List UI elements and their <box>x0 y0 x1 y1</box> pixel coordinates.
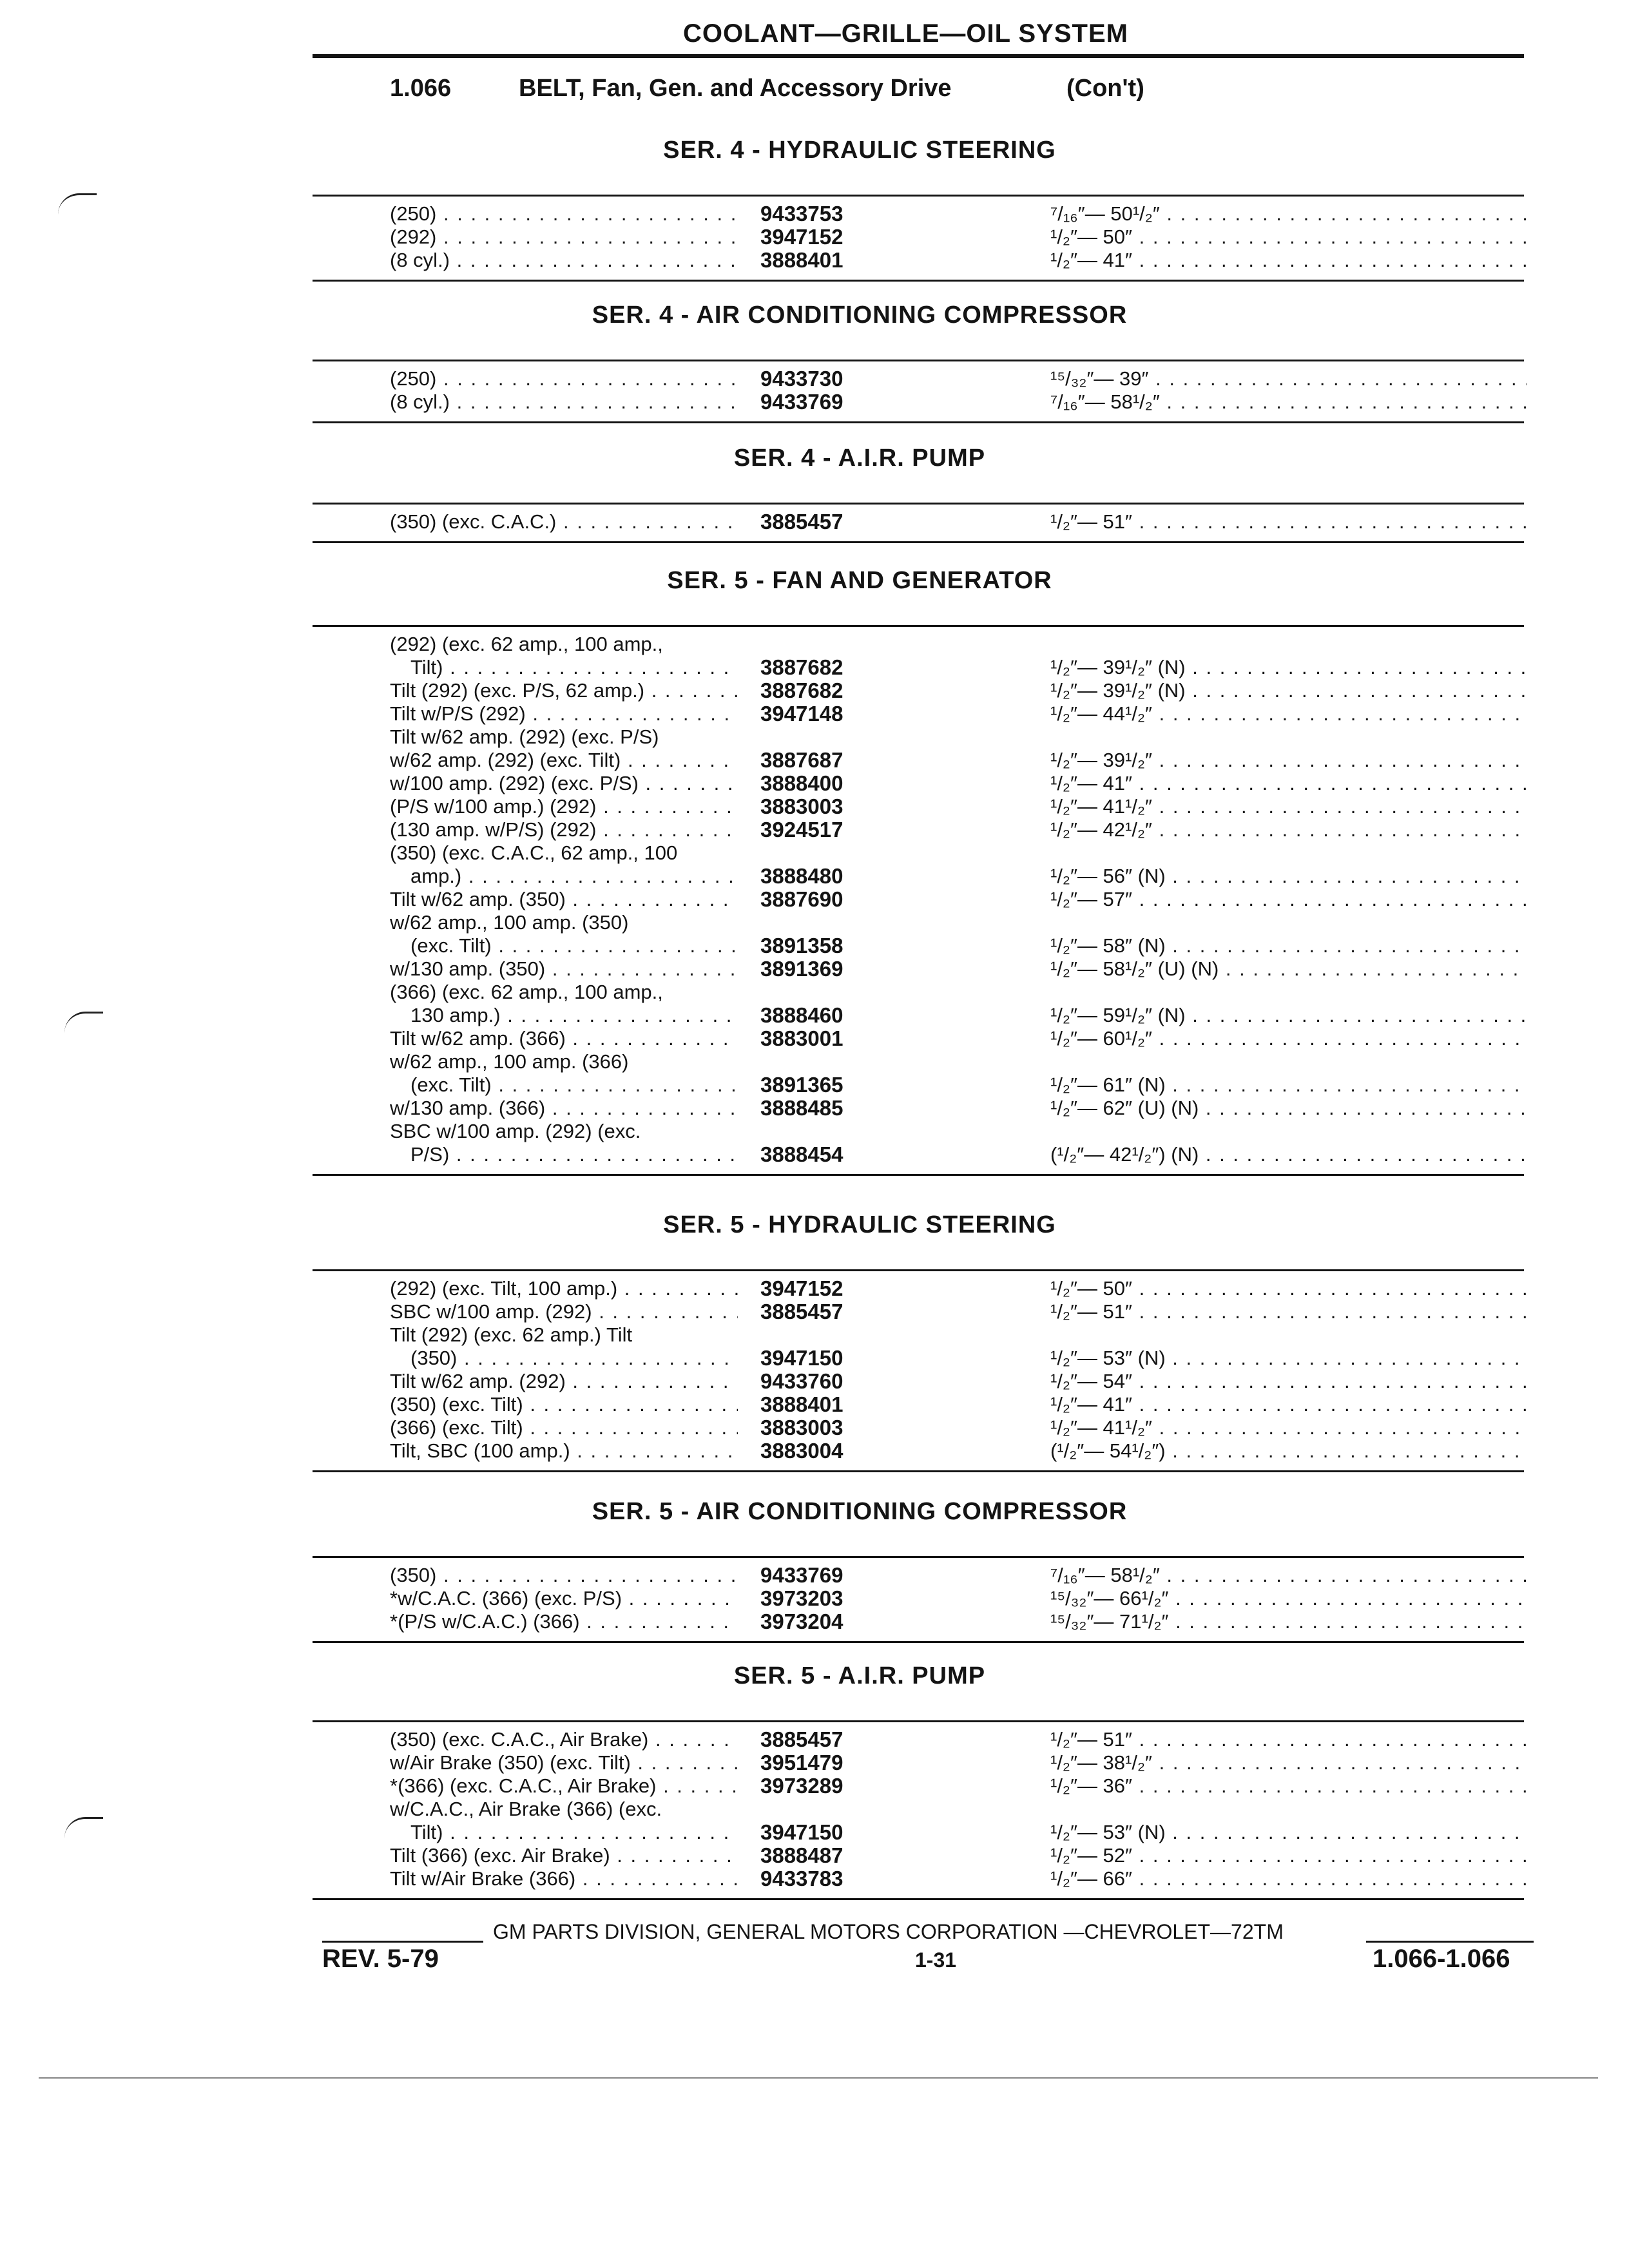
section-rows <box>0 1564 1629 1633</box>
application-description: (130 amp. w/P/S) (292) . . . <box>390 818 738 841</box>
part-number: 9433769 <box>760 390 843 414</box>
application-description: 130 amp.) . . . <box>410 1004 738 1027</box>
application-description: (exc. Tilt) . . . <box>410 934 738 957</box>
table-row <box>0 1097 1629 1120</box>
application-description: w/100 amp. (292) (exc. P/S) . . . <box>390 772 738 795</box>
header-rule <box>313 54 1524 58</box>
scan-edge-line <box>39 2077 1598 2079</box>
application-description: Tilt w/62 amp. (292) (exc. P/S) <box>390 726 659 748</box>
table-row <box>0 367 1629 390</box>
part-number: 3883003 <box>760 1416 843 1439</box>
table-row <box>0 1439 1629 1463</box>
table-row <box>0 1610 1629 1633</box>
table-row <box>0 1143 1629 1166</box>
part-number: 9433753 <box>760 202 843 226</box>
part-number: 9433783 <box>760 1867 843 1890</box>
belt-size: ¹/₂″— 66″ . . . <box>1050 1867 1527 1890</box>
section-rule-bottom <box>313 421 1524 423</box>
part-number: 3885457 <box>760 510 843 533</box>
table-row <box>0 702 1629 726</box>
application-description: w/130 amp. (350) . . . <box>390 957 738 981</box>
part-number: 3888454 <box>760 1142 843 1166</box>
application-description: (350) . . . <box>390 1564 738 1587</box>
section-rows <box>0 510 1629 533</box>
application-description: Tilt, SBC (100 amp.) . . . <box>390 1439 738 1463</box>
page-number: 1-31 <box>915 1948 957 1972</box>
application-description: SBC w/100 amp. (292) (exc. <box>390 1120 641 1142</box>
application-description: (350) . . . <box>410 1347 738 1370</box>
belt-size: ¹/₂″— 50″ . . . <box>1050 226 1527 249</box>
belt-size: ¹/₂″— 36″ . . . <box>1050 1774 1527 1798</box>
section-rule-top <box>313 195 1524 197</box>
application-description: *(P/S w/C.A.C.) (366) . . . <box>390 1610 738 1633</box>
table-row <box>0 1300 1629 1323</box>
belt-size: ¹/₂″— 56″ (N) . . . <box>1050 865 1527 888</box>
part-number: 3947148 <box>760 702 843 726</box>
section-rule-top <box>313 360 1524 361</box>
section-rule-top <box>313 1269 1524 1271</box>
section-rule-bottom <box>313 541 1524 543</box>
application-description: Tilt (366) (exc. Air Brake) . . . <box>390 1844 738 1867</box>
belt-size: ¹/₂″— 41″ . . . <box>1050 772 1527 795</box>
application-description: amp.) . . . <box>410 865 738 888</box>
belt-size: ¹/₂″— 53″ (N) . . . <box>1050 1821 1527 1844</box>
table-row <box>0 202 1629 226</box>
application-description: SBC w/100 amp. (292) . . . <box>390 1300 738 1323</box>
margin-punch-mark <box>58 193 97 215</box>
table-row <box>0 1774 1629 1798</box>
part-number: 3947150 <box>760 1820 843 1844</box>
section-rule-top <box>313 625 1524 627</box>
belt-size: ¹⁵/₃₂″— 66¹/₂″ . . . <box>1050 1587 1527 1610</box>
belt-size: (¹/₂″— 42¹/₂″) (N) . . . <box>1050 1143 1527 1166</box>
application-description: (350) (exc. C.A.C., Air Brake) . . . <box>390 1728 738 1751</box>
part-number: 3888401 <box>760 248 843 272</box>
table-row <box>0 772 1629 795</box>
section-title: SER. 4 - HYDRAULIC STEERING <box>663 137 1056 164</box>
application-description: Tilt (292) (exc. 62 amp.) Tilt <box>390 1323 633 1346</box>
table-row <box>0 1844 1629 1867</box>
part-number: 9433760 <box>760 1369 843 1393</box>
application-description: *(366) (exc. C.A.C., Air Brake) . . . <box>390 1774 738 1798</box>
part-number: 9433730 <box>760 367 843 390</box>
table-row <box>0 1050 1629 1073</box>
belt-size: ¹/₂″— 42¹/₂″ . . . <box>1050 818 1527 841</box>
table-row <box>0 1728 1629 1751</box>
application-description: Tilt (292) (exc. P/S, 62 amp.) . . . <box>390 679 738 702</box>
table-row <box>0 1027 1629 1050</box>
application-description: w/62 amp. (292) (exc. Tilt) . . . <box>390 749 738 772</box>
belt-size: ¹/₂″— 39¹/₂″ (N) . . . <box>1050 679 1527 702</box>
belt-size: ¹/₂″— 58¹/₂″ (U) (N) . . . <box>1050 957 1527 981</box>
application-description: Tilt w/62 amp. (292) . . . <box>390 1370 738 1393</box>
application-description: (292) (exc. 62 amp., 100 amp., <box>390 633 663 655</box>
application-description: w/130 amp. (366) . . . <box>390 1097 738 1120</box>
part-number: 3947152 <box>760 1276 843 1300</box>
part-number: 3883001 <box>760 1026 843 1050</box>
belt-size: ¹/₂″— 50″ . . . <box>1050 1277 1527 1300</box>
section-rule-bottom <box>313 1641 1524 1643</box>
belt-size: ¹/₂″— 51″ . . . <box>1050 1728 1527 1751</box>
belt-size: ¹/₂″— 51″ . . . <box>1050 1300 1527 1323</box>
table-row <box>0 1798 1629 1821</box>
section-title: SER. 5 - A.I.R. PUMP <box>733 1662 986 1689</box>
part-number: 3924517 <box>760 818 843 841</box>
belt-size: ⁷/₁₆″— 50¹/₂″ . . . <box>1050 202 1527 226</box>
table-row <box>0 911 1629 934</box>
application-description: (292) . . . <box>390 226 738 249</box>
section-rows <box>0 367 1629 414</box>
belt-size: ¹/₂″— 58″ (N) . . . <box>1050 934 1527 957</box>
section-rule-bottom <box>313 1470 1524 1472</box>
belt-size: ¹/₂″— 39¹/₂″ (N) . . . <box>1050 656 1527 679</box>
table-row <box>0 1323 1629 1347</box>
reference-code: 1.066-1.066 <box>1373 1945 1510 1973</box>
section-title: SER. 4 - A.I.R. PUMP <box>733 445 986 472</box>
belt-size: ¹/₂″— 62″ (U) (N) . . . <box>1050 1097 1527 1120</box>
footer-rule-right <box>1366 1941 1534 1943</box>
table-row <box>0 1867 1629 1890</box>
table-row <box>0 510 1629 533</box>
part-number: 3888480 <box>760 864 843 888</box>
part-number: 3973204 <box>760 1610 843 1633</box>
application-description: P/S) . . . <box>410 1143 738 1166</box>
table-row <box>0 726 1629 749</box>
part-number: 3947152 <box>760 225 843 249</box>
table-row <box>0 1347 1629 1370</box>
part-number: 3887687 <box>760 748 843 772</box>
section-title: SER. 5 - FAN AND GENERATOR <box>667 567 1052 594</box>
table-row <box>0 633 1629 656</box>
belt-size: ¹/₂″— 59¹/₂″ (N) . . . <box>1050 1004 1527 1027</box>
application-description: w/C.A.C., Air Brake (366) (exc. <box>390 1798 662 1820</box>
belt-size: ¹/₂″— 41¹/₂″ . . . <box>1050 795 1527 818</box>
application-description: (350) (exc. Tilt) . . . <box>390 1393 738 1416</box>
footer-rule-left <box>322 1941 483 1943</box>
table-row <box>0 1393 1629 1416</box>
application-description: (292) (exc. Tilt, 100 amp.) . . . <box>390 1277 738 1300</box>
table-row <box>0 1751 1629 1774</box>
part-number: 3891358 <box>760 934 843 957</box>
application-description: (250) . . . <box>390 367 738 390</box>
section-rule-bottom <box>313 1174 1524 1176</box>
section-rows <box>0 633 1629 1166</box>
table-row <box>0 981 1629 1004</box>
table-row <box>0 1564 1629 1587</box>
item-continued: (Con't) <box>1066 75 1144 102</box>
section-rule-top <box>313 1556 1524 1558</box>
belt-size: ¹/₂″— 44¹/₂″ . . . <box>1050 702 1527 726</box>
table-row <box>0 226 1629 249</box>
belt-size: ¹/₂″— 51″ . . . <box>1050 510 1527 533</box>
table-row <box>0 841 1629 865</box>
belt-size: ¹/₂″— 52″ . . . <box>1050 1844 1527 1867</box>
application-description: (366) (exc. 62 amp., 100 amp., <box>390 981 663 1003</box>
application-description: (P/S w/100 amp.) (292) . . . <box>390 795 738 818</box>
belt-size: ¹⁵/₃₂″— 71¹/₂″ . . . <box>1050 1610 1527 1633</box>
table-row <box>0 390 1629 414</box>
section-title: SER. 5 - AIR CONDITIONING COMPRESSOR <box>592 1498 1128 1525</box>
item-title: BELT, Fan, Gen. and Accessory Drive <box>519 75 952 102</box>
application-description: Tilt) . . . <box>410 656 738 679</box>
part-number: 3951479 <box>760 1751 843 1774</box>
application-description: (366) (exc. Tilt) . . . <box>390 1416 738 1439</box>
page-header-title: COOLANT—GRILLE—OIL SYSTEM <box>683 19 1128 48</box>
application-description: *w/C.A.C. (366) (exc. P/S) . . . <box>390 1587 738 1610</box>
part-number: 3888401 <box>760 1392 843 1416</box>
revision-label: REV. 5-79 <box>322 1945 439 1973</box>
belt-size: ⁷/₁₆″— 58¹/₂″ . . . <box>1050 1564 1527 1587</box>
part-number: 3885457 <box>760 1727 843 1751</box>
application-description: (250) . . . <box>390 202 738 226</box>
section-rows <box>0 1728 1629 1890</box>
application-description: (8 cyl.) . . . <box>390 390 738 414</box>
belt-size: ¹⁵/₃₂″— 39″ . . . <box>1050 367 1527 390</box>
application-description: (350) (exc. C.A.C.) . . . <box>390 510 738 533</box>
belt-size: ¹/₂″— 41¹/₂″ . . . <box>1050 1416 1527 1439</box>
belt-size: ¹/₂″— 54″ . . . <box>1050 1370 1527 1393</box>
part-number: 3887690 <box>760 887 843 911</box>
application-description: Tilt w/Air Brake (366) . . . <box>390 1867 738 1890</box>
table-row <box>0 1120 1629 1143</box>
application-description: w/62 amp., 100 amp. (350) <box>390 911 629 934</box>
table-row <box>0 679 1629 702</box>
part-number: 3888487 <box>760 1843 843 1867</box>
belt-size: ¹/₂″— 41″ . . . <box>1050 249 1527 272</box>
table-row <box>0 934 1629 957</box>
part-number: 3891365 <box>760 1073 843 1097</box>
table-row <box>0 1277 1629 1300</box>
item-number: 1.066 <box>390 75 452 102</box>
table-row <box>0 1004 1629 1027</box>
table-row <box>0 1587 1629 1610</box>
part-number: 3887682 <box>760 655 843 679</box>
application-description: (exc. Tilt) . . . <box>410 1073 738 1097</box>
table-row <box>0 957 1629 981</box>
application-description: Tilt w/62 amp. (350) . . . <box>390 888 738 911</box>
application-description: Tilt w/62 amp. (366) . . . <box>390 1027 738 1050</box>
section-title: SER. 4 - AIR CONDITIONING COMPRESSOR <box>592 302 1128 329</box>
table-row <box>0 1073 1629 1097</box>
application-description: Tilt) . . . <box>410 1821 738 1844</box>
table-row <box>0 888 1629 911</box>
footer-publisher: GM PARTS DIVISION, GENERAL MOTORS CORPORATION —CHEVROLET—72TM <box>493 1920 1284 1943</box>
section-rule-bottom <box>313 1898 1524 1900</box>
belt-size: ¹/₂″— 57″ . . . <box>1050 888 1527 911</box>
table-row <box>0 656 1629 679</box>
section-rows <box>0 1277 1629 1463</box>
section-rule-top <box>313 503 1524 505</box>
table-row <box>0 1821 1629 1844</box>
belt-size: ¹/₂″— 53″ (N) . . . <box>1050 1347 1527 1370</box>
part-number: 3885457 <box>760 1300 843 1323</box>
table-row <box>0 1416 1629 1439</box>
part-number: 3888400 <box>760 771 843 795</box>
belt-size: ¹/₂″— 41″ . . . <box>1050 1393 1527 1416</box>
application-description: (8 cyl.) . . . <box>390 249 738 272</box>
section-rows <box>0 202 1629 272</box>
table-row <box>0 249 1629 272</box>
part-number: 9433769 <box>760 1563 843 1587</box>
section-rule-bottom <box>313 280 1524 282</box>
belt-size: ¹/₂″— 61″ (N) . . . <box>1050 1073 1527 1097</box>
part-number: 3973289 <box>760 1774 843 1798</box>
table-row <box>0 749 1629 772</box>
belt-size: ¹/₂″— 39¹/₂″ . . . <box>1050 749 1527 772</box>
table-row <box>0 795 1629 818</box>
part-number: 3947150 <box>760 1346 843 1370</box>
application-description: w/62 amp., 100 amp. (366) <box>390 1050 629 1073</box>
part-number: 3888460 <box>760 1003 843 1027</box>
table-row <box>0 1370 1629 1393</box>
application-description: Tilt w/P/S (292) . . . <box>390 702 738 726</box>
section-title: SER. 5 - HYDRAULIC STEERING <box>663 1211 1056 1238</box>
table-row <box>0 818 1629 841</box>
part-number: 3888485 <box>760 1096 843 1120</box>
belt-size: ¹/₂″— 60¹/₂″ . . . <box>1050 1027 1527 1050</box>
part-number: 3883004 <box>760 1439 843 1463</box>
application-description: (350) (exc. C.A.C., 62 amp., 100 <box>390 841 678 864</box>
belt-size: ⁷/₁₆″— 58¹/₂″ . . . <box>1050 390 1527 414</box>
table-row <box>0 865 1629 888</box>
section-rule-top <box>313 1720 1524 1722</box>
belt-size: (¹/₂″— 54¹/₂″) . . . <box>1050 1439 1527 1463</box>
part-number: 3973203 <box>760 1586 843 1610</box>
part-number: 3887682 <box>760 678 843 702</box>
application-description: w/Air Brake (350) (exc. Tilt) . . . <box>390 1751 738 1774</box>
part-number: 3891369 <box>760 957 843 981</box>
belt-size: ¹/₂″— 38¹/₂″ . . . <box>1050 1751 1527 1774</box>
part-number: 3883003 <box>760 794 843 818</box>
